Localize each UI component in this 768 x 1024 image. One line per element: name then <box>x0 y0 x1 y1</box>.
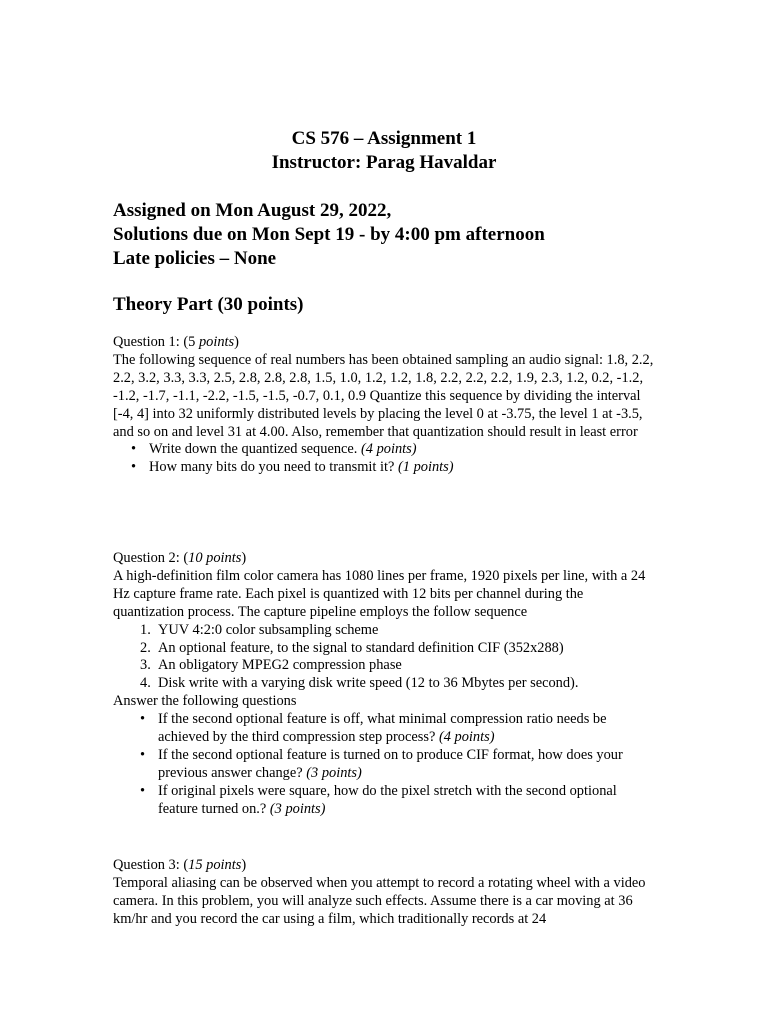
due-date: Solutions due on Mon Sept 19 - by 4:00 pm afternoon <box>113 224 545 245</box>
bullet-points: (4 points) <box>361 441 417 458</box>
list-item <box>113 783 658 819</box>
bullet-points: (3 points) <box>269 800 326 817</box>
bullet-icon: • <box>140 711 146 728</box>
answer-intro: Answer the following questions <box>113 693 297 710</box>
step-text: YUV 4:2:0 color subsampling scheme <box>158 621 379 638</box>
question-2-steps <box>113 622 658 694</box>
question-3-prefix: Question 3: ( <box>113 857 189 873</box>
question-2-prefix: Question 2: ( <box>113 550 189 566</box>
question-1-bullets <box>113 441 658 477</box>
assigned-date: Assigned on Mon August 29, 2022, <box>113 200 392 221</box>
question-3-body: Temporal aliasing can be observed when you attempt to record a rotating wheel with a video camera. In this problem, you will analyze such effects. Assume there is a car moving at 36 km/hr and you record the car using a film, which traditionally records at 24 <box>113 874 646 927</box>
section-title: Theory Part (30 points) <box>113 294 304 315</box>
list-item <box>113 675 658 693</box>
step-number: 4. <box>140 675 151 692</box>
question-3-heading <box>113 857 658 875</box>
bullet-icon: • <box>140 782 146 799</box>
bullet-points: (1 points) <box>398 459 454 476</box>
list-item <box>113 747 658 783</box>
bullet-icon: • <box>131 459 137 476</box>
step-text: An optional feature, to the signal to standard definition CIF (352x288) <box>158 639 564 656</box>
bullet-text: Write down the quantized sequence. <box>149 441 362 458</box>
question-2-bullets <box>113 711 658 818</box>
bullet-text: If the second optional feature is off, what minimal compression ratio needs be achieved by the third compression step process? <box>158 711 607 746</box>
question-1-points-word: points <box>195 334 235 350</box>
list-item <box>113 622 658 640</box>
list-item <box>113 640 658 658</box>
instructor-line: Instructor: Parag Havaldar <box>271 152 497 173</box>
question-2-body: A high-definition film color camera has 1080 lines per frame, 1920 pixels per line, with a 24 Hz capture frame rate. Each pixel is quantized with 12 bits per channel during the quantization process. The capture pipeline employs the follow sequence <box>113 567 646 620</box>
question-1-points-number: 5 <box>188 334 196 350</box>
question-2 <box>113 550 658 819</box>
step-text: Disk write with a varying disk write speed (12 to 36 Mbytes per second). <box>158 675 579 692</box>
question-3-suffix: ) <box>241 857 247 873</box>
step-number: 2. <box>140 639 151 656</box>
bullet-points: (3 points) <box>306 764 362 781</box>
step-number: 3. <box>140 657 151 674</box>
question-2-points: 10 points <box>188 550 242 566</box>
question-3-points: 15 points <box>188 857 242 873</box>
course-title: CS 576 – Assignment 1 <box>291 128 477 149</box>
bullet-icon: • <box>140 746 146 763</box>
question-2-heading <box>113 550 658 568</box>
bullet-text: If original pixels were square, how do the pixel stretch with the second optional feature turned on.? <box>158 782 617 817</box>
step-text: An obligatory MPEG2 compression phase <box>158 657 402 674</box>
list-item <box>113 441 658 459</box>
question-1-body: The following sequence of real numbers has been obtained sampling an audio signal: 1.8, 2.2, 2.2, 3.2, 3.3, 3.3, 2.5, 2.8, 2.8, 2.8, 1.5, 1.0, 1.2, 1.2, 1.8, 2.2, 2.2, 2.2, 1.9, 2.3, 1.2, 0.2, -1.2, -1.2, -1.7, -1.1, -2.2, -1.5, -1.5, -0.7, 0.1, 0.9 Quantize this sequence by dividing the interval [-4, 4] into 32 uniformly distributed levels by placing the level 0 at -3.75, the level 1 at -3.5, and so on and level 31 at 4.00. Also, remember that quantization should result in least error <box>113 351 654 440</box>
assignment-info <box>113 199 673 271</box>
question-1-heading <box>113 334 658 352</box>
list-item <box>113 711 658 747</box>
list-item <box>113 459 658 477</box>
question-1 <box>113 334 658 477</box>
step-number: 1. <box>140 621 151 638</box>
late-policy: Late policies – None <box>113 248 277 269</box>
bullet-text: How many bits do you need to transmit it? <box>149 459 399 476</box>
question-3 <box>113 857 658 929</box>
bullet-text: If the second optional feature is turned on to produce CIF format, how does your previous answer change? <box>158 746 623 781</box>
list-item <box>113 657 658 675</box>
title-block <box>0 127 768 175</box>
question-2-suffix: ) <box>241 550 247 566</box>
question-1-prefix: Question 1: ( <box>113 334 189 350</box>
bullet-points: (4 points) <box>438 729 495 746</box>
question-1-suffix: ) <box>234 334 239 350</box>
bullet-icon: • <box>131 441 137 458</box>
